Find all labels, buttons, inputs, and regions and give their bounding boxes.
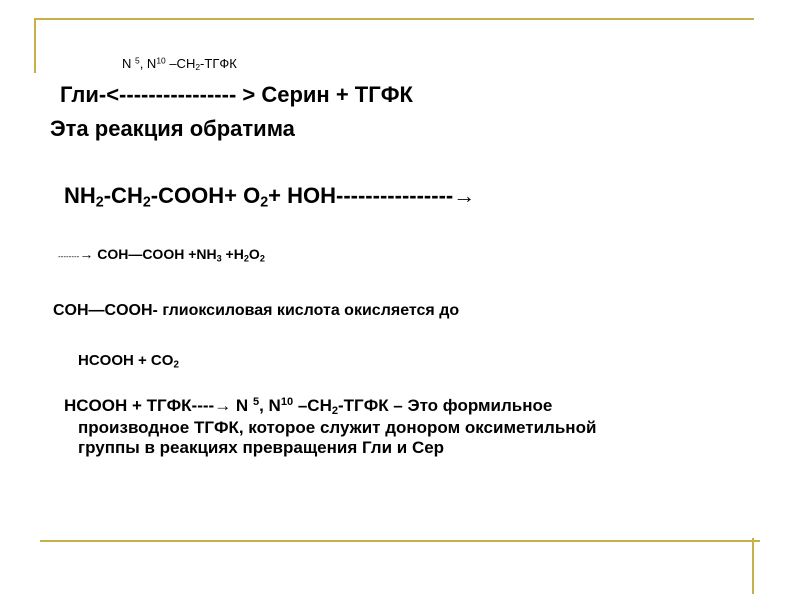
- arrow-icon: →: [214, 396, 232, 415]
- glyoxylate-products: --------→ COH—COOH $+NH_3 +H_2O_2$: [58, 246, 265, 264]
- formyl-thf-line2: производное ТГФК, которое служит донором оксиметильной: [78, 418, 597, 437]
- header-formula: N $^5$, $N^{10}$ $-CH_2$-ТГФК: [122, 55, 237, 73]
- reaction-gly-serine: Гли-<---------------- > Серин + ТГФК: [60, 82, 413, 107]
- formic-acid-products: HCOOH + $CO_2$: [78, 352, 179, 371]
- right-rule: [752, 538, 754, 594]
- reversible-note: Эта реакция обратима: [50, 116, 295, 141]
- glycine-oxidation-equation: $NH_2-CH_2-COOH+ O_2+ HOH----------------\to$: [64, 183, 476, 211]
- bottom-rule: [40, 540, 760, 542]
- left-rule: [34, 18, 36, 73]
- formyl-thf-line3: группы в реакциях превращения Гли и Сер: [78, 438, 445, 457]
- glyoxylic-acid-note: COH—COOH- глиоксиловая кислота окисляется до: [53, 302, 460, 319]
- arrow-icon: →: [453, 183, 476, 208]
- formyl-thf-line1: HCOOH + ТГФК----→ N $^5$, $N^{10}$ $-CH_2$-ТГФК – Это формильное: [64, 395, 553, 417]
- arrow-icon: →: [79, 246, 94, 262]
- top-rule: [34, 18, 754, 20]
